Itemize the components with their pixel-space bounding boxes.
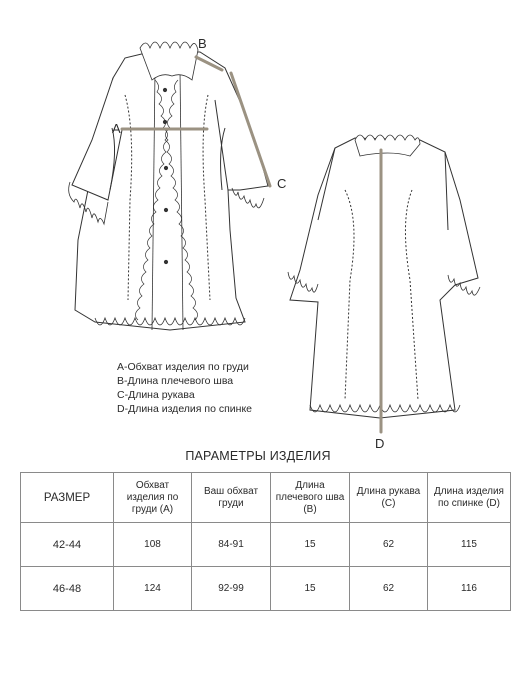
table-cell: 62 [350, 523, 428, 567]
header-your-chest: Ваш обхват груди [192, 473, 271, 523]
legend-item: A-Обхват изделия по груди [117, 361, 249, 373]
legend-item: B-Длина плечевого шва [117, 375, 234, 387]
table-cell: 108 [114, 523, 192, 567]
table-cell: 116 [428, 567, 511, 611]
table-cell: 92-99 [192, 567, 271, 611]
table-cell: 15 [271, 567, 350, 611]
table-cell: 84-91 [192, 523, 271, 567]
size-table [20, 472, 511, 611]
label-d: D [375, 436, 385, 451]
coat-front-view [69, 42, 268, 330]
header-sleeve: Длина рукава (C) [350, 473, 428, 523]
label-b: B [198, 36, 207, 51]
table-cell: 124 [114, 567, 192, 611]
table-cell: 62 [350, 567, 428, 611]
table-row [21, 523, 511, 567]
legend-item: C-Длина рукава [117, 389, 195, 401]
label-a: A [112, 121, 121, 136]
table-cell: 46-48 [21, 567, 114, 611]
header-size: РАЗМЕР [21, 473, 114, 523]
table-cell: 15 [271, 523, 350, 567]
legend-item: D-Длина изделия по спинке [117, 403, 252, 415]
table-row [21, 567, 511, 611]
header-chest: Обхват изделия по груди (А) [114, 473, 192, 523]
header-shoulder: Длина плечевого шва (B) [271, 473, 350, 523]
header-back-length: Длина изделия по спинке (D) [428, 473, 511, 523]
table-cell: 42-44 [21, 523, 114, 567]
measurement-legend [117, 360, 252, 416]
table-cell: 115 [428, 523, 511, 567]
label-c: C [277, 176, 287, 191]
table-header-row [21, 473, 511, 523]
table-title: ПАРАМЕТРЫ ИЗДЕЛИЯ [185, 449, 331, 463]
coat-back-view [288, 135, 480, 418]
